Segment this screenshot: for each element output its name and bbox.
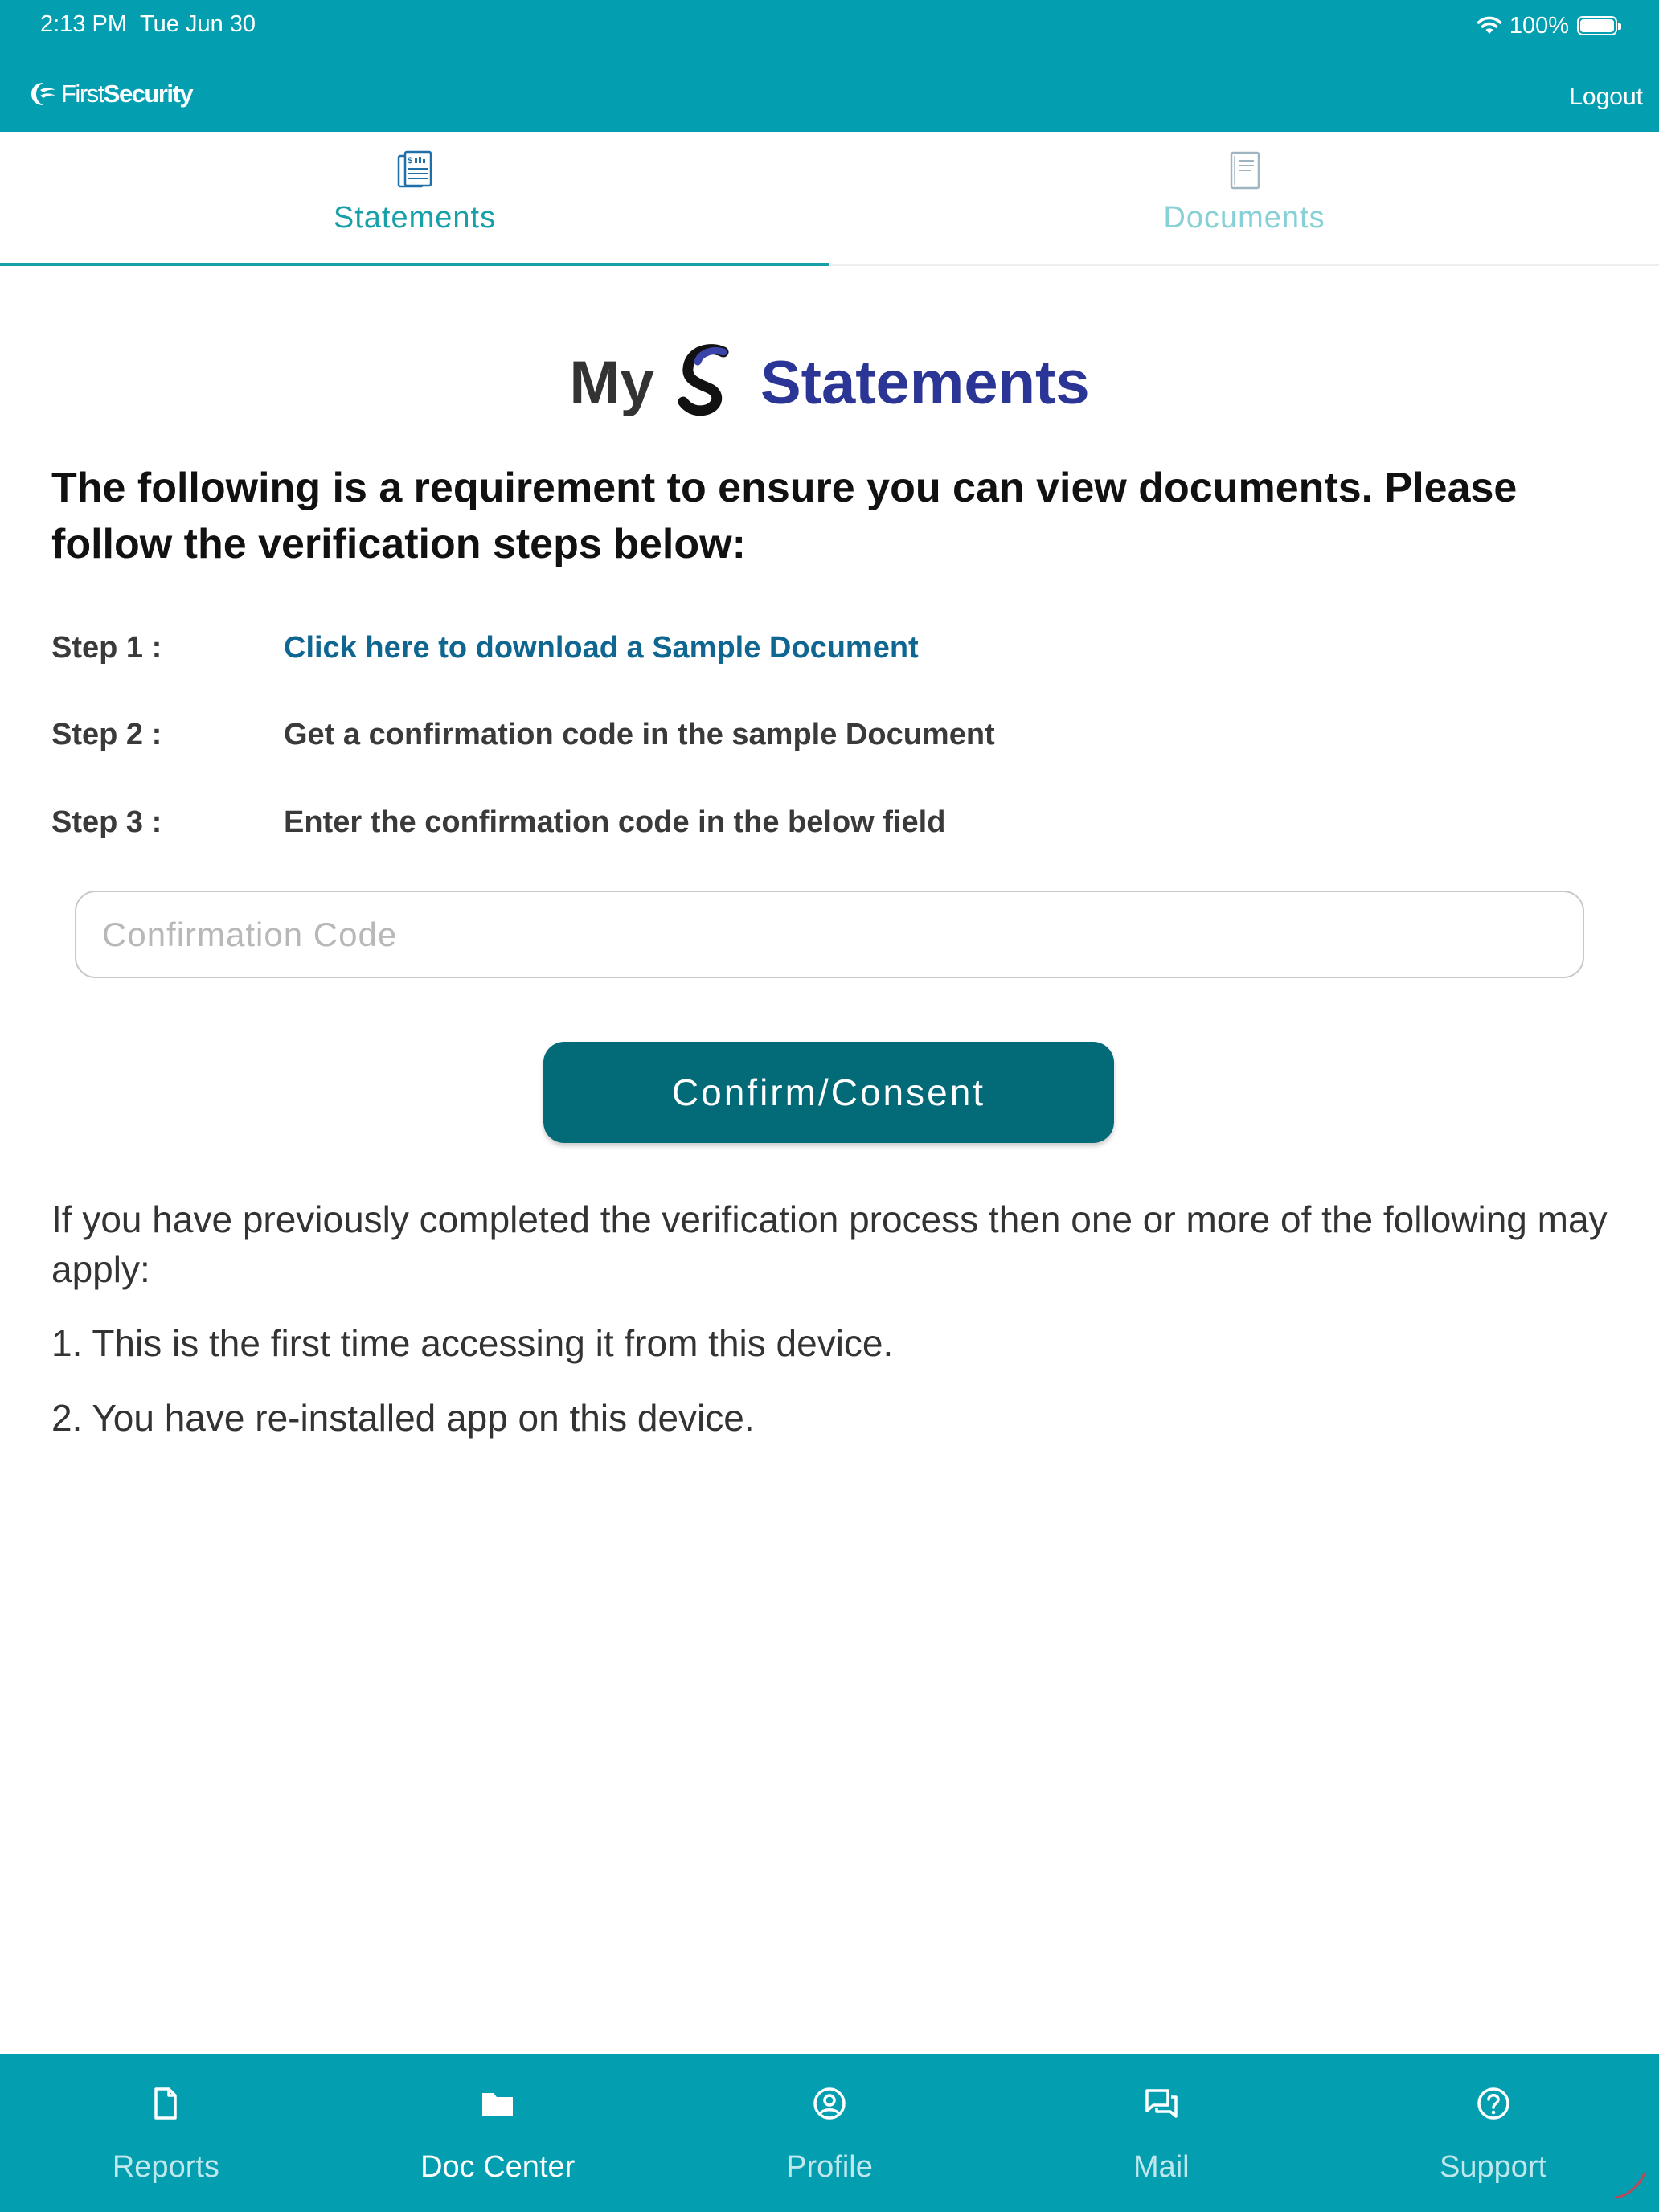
confirm-consent-button[interactable]: Confirm/Consent — [543, 1042, 1114, 1143]
chat-icon — [1144, 2086, 1179, 2121]
statement-icon — [395, 150, 434, 191]
title-statements: Statements — [760, 348, 1090, 417]
step-3-text: Enter the confirmation code in the below field — [284, 805, 946, 839]
step-1-label: Step 1 : — [51, 630, 162, 665]
bottom-nav — [0, 2054, 1659, 2212]
verification-intro: The following is a requirement to ensure you can view documents. Please follow the verification steps below: — [51, 465, 1518, 567]
nav-support-label: Support — [1440, 2150, 1547, 2184]
nav-reports-label: Reports — [112, 2150, 219, 2184]
wifi-icon — [1476, 16, 1503, 35]
battery-icon — [1577, 16, 1617, 35]
step-2-text: Get a confirmation code in the sample Document — [284, 717, 995, 752]
title-my: My — [569, 348, 654, 417]
info-item-2: 2. You have re-installed app on this device. — [51, 1397, 755, 1439]
nav-reports[interactable] — [0, 2054, 332, 2212]
folder-icon — [480, 2086, 515, 2121]
step-2-row — [51, 712, 1627, 757]
step-3-label: Step 3 : — [51, 805, 162, 839]
brand-logo — [29, 77, 192, 111]
step-1-row — [51, 625, 1627, 670]
info-intro: If you have previously completed the verification process then one or more of the following may apply: — [51, 1198, 1608, 1290]
confirmation-code-input[interactable] — [75, 891, 1584, 978]
resize-grip-icon — [1612, 2169, 1648, 2201]
file-icon — [148, 2086, 183, 2121]
nav-support[interactable] — [1327, 2054, 1659, 2212]
status-time: 2:13 PM — [40, 11, 127, 37]
nav-profile-label: Profile — [786, 2150, 873, 2184]
download-sample-link[interactable]: Click here to download a Sample Document — [284, 630, 919, 665]
brand-security: Security — [103, 80, 193, 108]
nav-doc-center[interactable] — [332, 2054, 664, 2212]
tab-statements[interactable] — [0, 132, 830, 264]
page-title — [0, 342, 1659, 423]
nav-doc-center-label: Doc Center — [420, 2150, 576, 2184]
nav-mail[interactable] — [995, 2054, 1327, 2212]
user-circle-icon — [812, 2086, 847, 2121]
tab-documents[interactable] — [830, 132, 1659, 264]
help-circle-icon — [1476, 2086, 1511, 2121]
step-2-label: Step 2 : — [51, 717, 162, 752]
tab-documents-label: Documents — [1163, 201, 1325, 235]
status-date: Tue Jun 30 — [140, 11, 256, 37]
status-indicators — [1476, 11, 1617, 40]
logout-button[interactable]: Logout — [1569, 84, 1643, 110]
battery-percent: 100% — [1509, 12, 1569, 39]
firstsecurity-logo-icon — [29, 80, 58, 108]
top-bar — [0, 0, 1659, 132]
nav-mail-label: Mail — [1133, 2150, 1190, 2184]
tab-bar — [0, 132, 1659, 266]
nav-profile[interactable] — [664, 2054, 996, 2212]
statement-s-logo-icon — [674, 344, 738, 421]
info-item-1: 1. This is the first time accessing it from this device. — [51, 1322, 894, 1364]
tab-statements-label: Statements — [333, 201, 497, 235]
svg-text:$: $ — [408, 156, 413, 166]
step-3-row — [51, 800, 1627, 845]
document-icon — [1225, 150, 1264, 191]
brand-first: First — [61, 80, 104, 108]
